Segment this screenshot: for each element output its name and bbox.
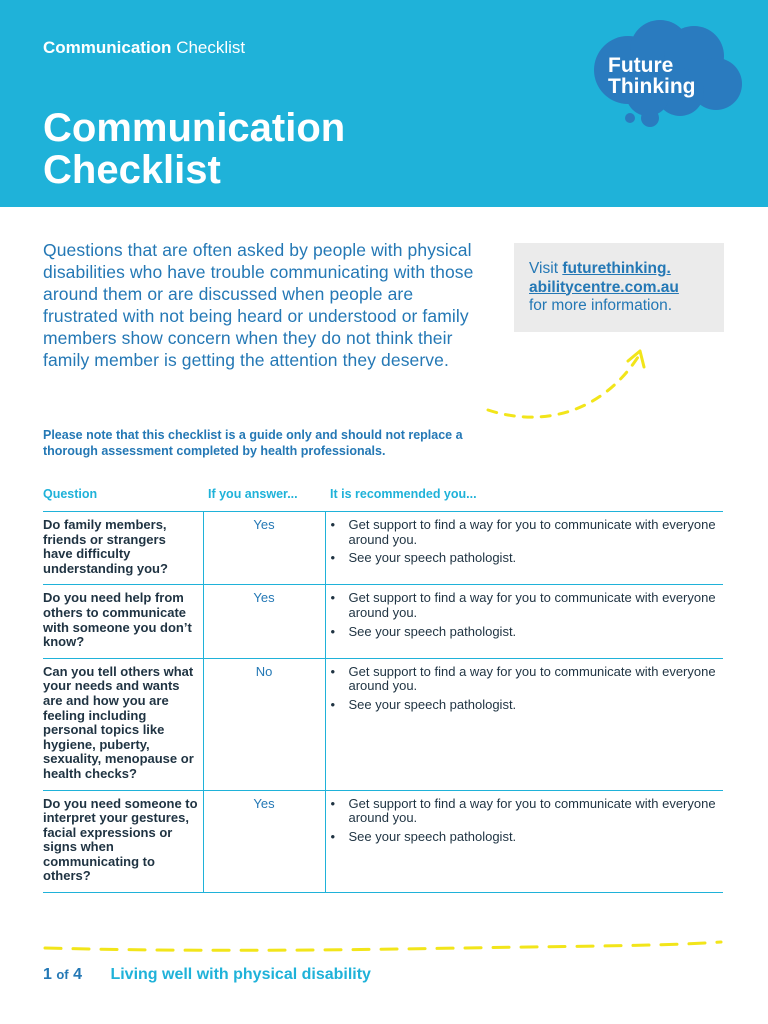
page-title <box>43 107 345 191</box>
checklist-table <box>43 487 723 893</box>
recommendation-item: • Get support to find a way for you to communicate with everyone around you. <box>331 591 724 620</box>
footer-subtitle: Living well with physical disability <box>110 966 371 983</box>
logo-text-line2: Thinking <box>608 75 696 98</box>
recommendation-cell <box>325 658 723 790</box>
visit-callout <box>514 243 724 332</box>
website-link-line2[interactable]: abilitycentre.com.au <box>529 278 679 296</box>
dashed-arrow-decoration <box>480 345 655 425</box>
question-cell: Do you need someone to interpret your gestures, facial expressions or signs when communicating to others? <box>43 790 203 893</box>
running-head-bold: Communication <box>43 38 172 57</box>
page-footer <box>43 966 371 984</box>
header-question: Question <box>43 487 203 512</box>
recommendation-item: • Get support to find a way for you to communicate with everyone around you. <box>331 797 724 826</box>
page-of: of <box>56 967 69 982</box>
disclaimer-note: Please note that this checklist is a guide only and should not replace a thorough assessment completed by health professionals. <box>43 428 463 458</box>
page-total: 4 <box>73 966 82 983</box>
table-row <box>43 512 723 585</box>
page-title-line2: Checklist <box>43 148 221 192</box>
recommendation-cell <box>325 512 723 585</box>
future-thinking-logo <box>588 12 748 132</box>
page-current: 1 <box>43 966 52 983</box>
page-title-line1: Communication <box>43 106 346 150</box>
recommendation-item: • See your speech pathologist. <box>331 625 724 640</box>
table-header-row <box>43 487 723 512</box>
question-cell: Do you need help from others to communicate with someone you don’t know? <box>43 585 203 658</box>
header-banner <box>0 0 768 207</box>
recommendation-item: • Get support to find a way for you to communicate with everyone around you. <box>331 665 724 694</box>
question-cell: Can you tell others what your needs and wants are and how you are feeling including personal topics like hygiene, puberty, sexuality, menopause or health checks? <box>43 658 203 790</box>
answer-cell: Yes <box>203 585 325 658</box>
answer-cell: Yes <box>203 512 325 585</box>
recommendation-item: • See your speech pathologist. <box>331 698 724 713</box>
recommendation-cell <box>325 790 723 893</box>
recommendation-cell <box>325 585 723 658</box>
intro-paragraph: Questions that are often asked by people with physical disabilities who have trouble communicating with those around them or are discussed when people are frustrated with not being heard or understood or family members show concern when they do not think their family member is getting the attention they deserve. <box>43 240 474 370</box>
table-row <box>43 585 723 658</box>
recommendation-item: • See your speech pathologist. <box>331 830 724 845</box>
logo-text-line1: Future <box>608 54 674 77</box>
answer-cell: No <box>203 658 325 790</box>
recommendation-item: • See your speech pathologist. <box>331 551 724 566</box>
question-cell: Do family members, friends or strangers have difficulty understanding you? <box>43 512 203 585</box>
website-link-line1[interactable]: futurethinking. <box>562 260 671 277</box>
visit-suffix: for more information. <box>529 297 672 314</box>
recommendation-item: • Get support to find a way for you to communicate with everyone around you. <box>331 518 724 547</box>
running-head <box>43 38 245 58</box>
answer-cell: Yes <box>203 790 325 893</box>
running-head-rest: Checklist <box>176 38 246 57</box>
header-answer: If you answer... <box>203 487 325 512</box>
table-row <box>43 658 723 790</box>
table-row <box>43 790 723 893</box>
footer-dashed-line <box>43 938 723 958</box>
header-recommendation: It is recommended you... <box>325 487 723 512</box>
visit-prefix: Visit <box>529 260 563 277</box>
